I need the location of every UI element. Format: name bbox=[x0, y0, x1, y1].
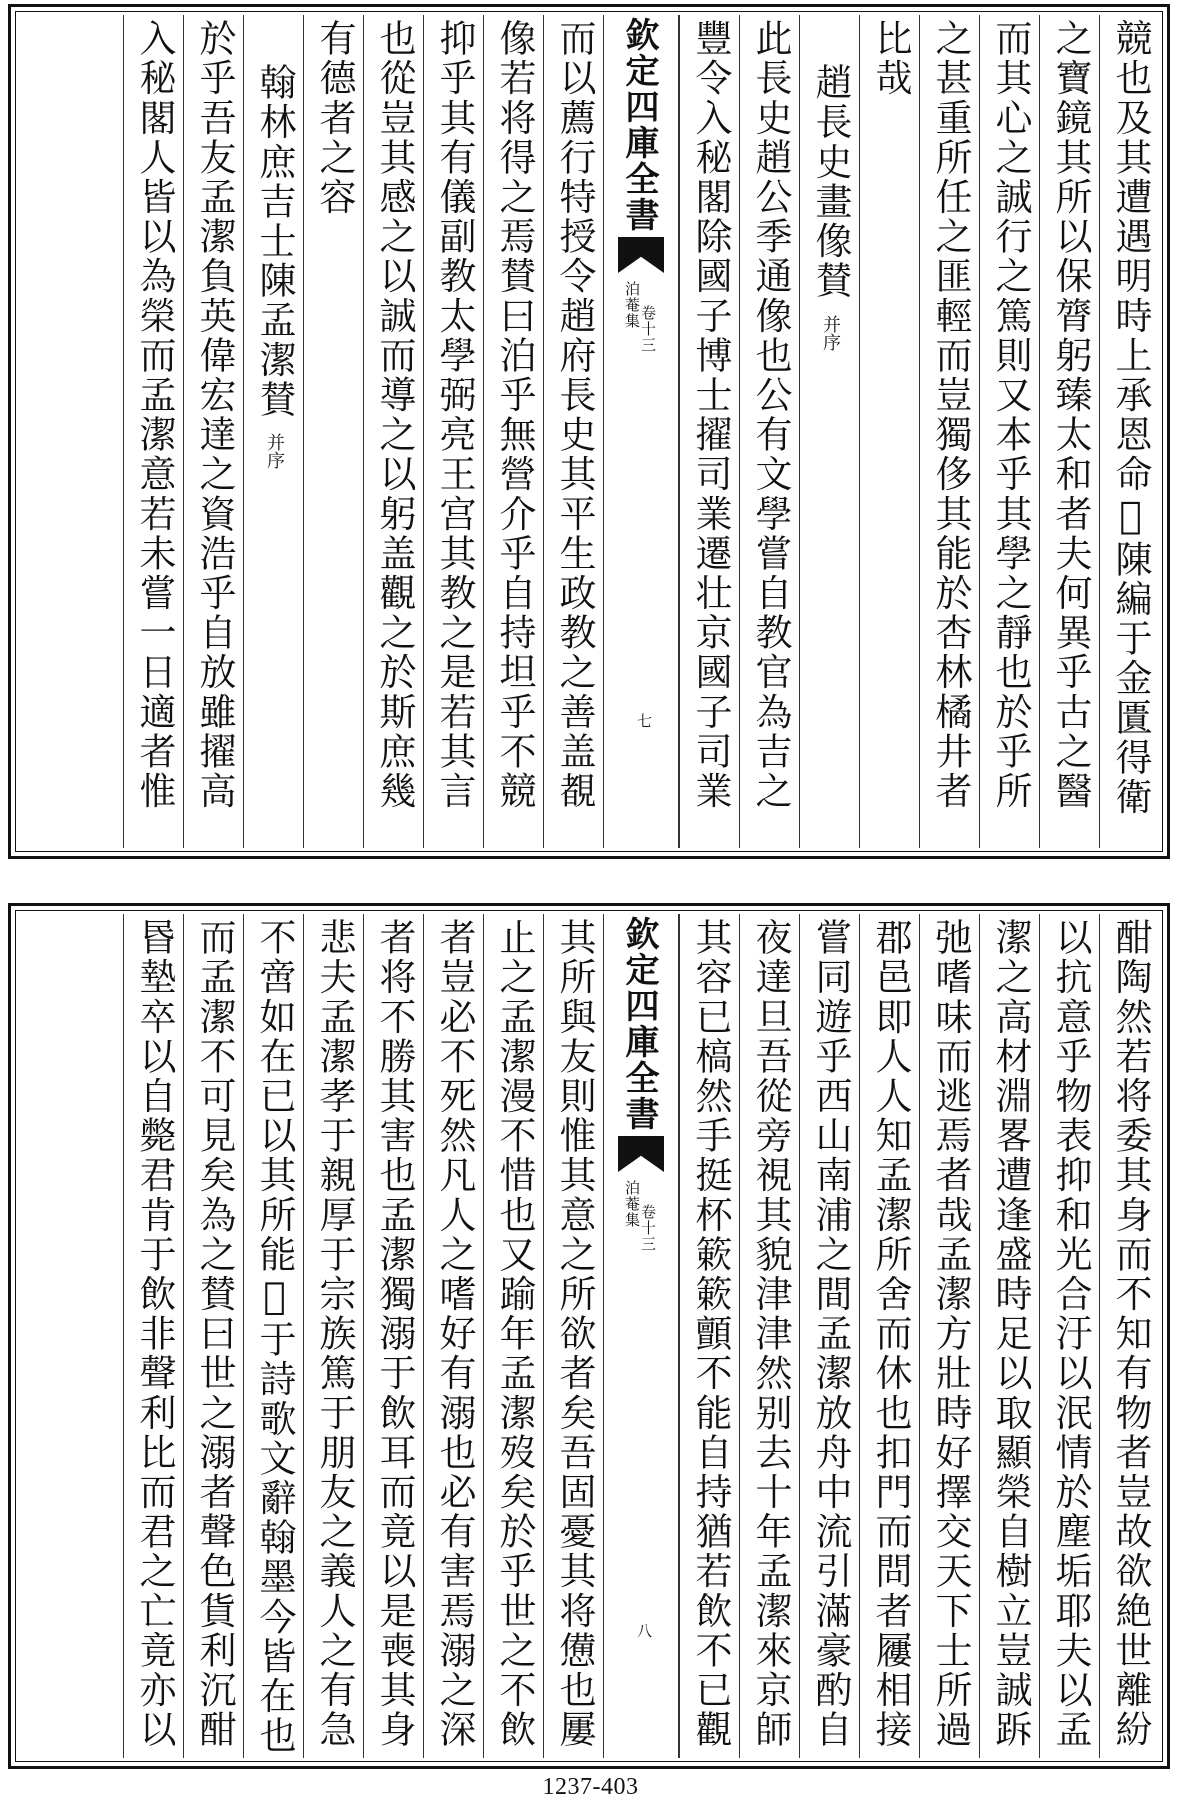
text-column bbox=[739, 15, 799, 848]
fish-tail-mark-icon bbox=[618, 1136, 664, 1172]
text-column bbox=[543, 15, 603, 848]
column-text: 郡邑即人人知孟潔所舍而休也扣門而問者屨相接 bbox=[869, 918, 912, 1750]
column-text: 此長史趙公季通像也公有文學嘗自教官為吉之 bbox=[749, 19, 792, 811]
text-column bbox=[483, 15, 543, 848]
column-text: 競也及其遭遇明時上承恩命𤼵陳編于金匱得衛 bbox=[1109, 19, 1152, 817]
column-text: 夜達旦吾從旁視其貌津津然别去十年孟潔來京師 bbox=[749, 918, 792, 1750]
column-text: 而其心之誠行之篤則又本乎其學之靜也於乎所 bbox=[989, 19, 1032, 811]
column-text: 其所與友則惟其意之所欲者矣吾固憂其将憊也屢 bbox=[553, 918, 596, 1750]
text-column bbox=[979, 15, 1039, 848]
column-text: 酣陶然若将委其身而不知有物者豈故欲絶世離紛 bbox=[1109, 918, 1152, 1750]
page-code: 1237-403 bbox=[542, 1774, 639, 1800]
text-column bbox=[183, 15, 243, 848]
text-column bbox=[919, 914, 979, 1758]
book-title: 泊菴集 bbox=[623, 281, 641, 329]
column-text: 趙長史畫像賛 bbox=[809, 63, 852, 301]
column-text: 悲夫孟潔孝于親厚于宗族篤于朋友之義人之有急 bbox=[313, 918, 356, 1750]
collection-title: 欽定四庫全書 bbox=[619, 916, 659, 1132]
bottom-page-columns bbox=[19, 914, 1159, 1758]
text-column bbox=[1099, 914, 1159, 1758]
text-column bbox=[243, 15, 303, 848]
column-text: 潔之高材淵畧遭逢盛時足以取顯榮自樹立豈誠跅 bbox=[989, 918, 1032, 1750]
text-column bbox=[859, 15, 919, 848]
column-text: 以抗意乎物表抑和光合汙以泯情於塵垢耶夫以孟 bbox=[1049, 918, 1092, 1750]
column-text: 有德者之容 bbox=[313, 19, 356, 217]
column-text: 像若将得之焉賛曰泊乎無營介乎自持坦乎不競 bbox=[493, 19, 536, 811]
column-text: 豐令入秘閣除國子博士擢司業遷壮京國子司業 bbox=[689, 19, 732, 811]
volume-label: 卷十三 bbox=[639, 305, 657, 353]
text-column bbox=[543, 914, 603, 1758]
text-column bbox=[919, 15, 979, 848]
text-column bbox=[123, 15, 183, 848]
text-column bbox=[363, 914, 423, 1758]
column-text: 者豈必不死然凡人之嗜好有溺也必有害焉溺之深 bbox=[433, 918, 476, 1750]
bottom-page bbox=[8, 903, 1170, 1769]
book-title: 泊菴集 bbox=[623, 1180, 641, 1228]
subtitle-note: 并序 bbox=[264, 433, 285, 470]
center-gutter bbox=[603, 914, 679, 1758]
text-column bbox=[799, 15, 859, 848]
folio-number: 七 bbox=[635, 713, 653, 728]
text-column bbox=[363, 15, 423, 848]
column-text: 其容已槁然手挺杯簌簌顫不能自持猶若飲不已觀 bbox=[689, 918, 732, 1750]
collection-title: 欽定四庫全書 bbox=[619, 17, 659, 233]
fish-tail-mark-icon bbox=[618, 237, 664, 273]
column-text: 者将不勝其害也孟潔獨溺于飲耳而竟以是喪其身 bbox=[373, 918, 416, 1750]
text-column bbox=[183, 914, 243, 1758]
column-text: 之甚重所任之匪輕而豈獨侈其能於杏林橘井者 bbox=[929, 19, 972, 811]
column-text: 而以薦行特授令趙府長史其平生政教之善盖覩 bbox=[553, 19, 596, 811]
column-text: 嘗同遊乎西山南浦之間孟潔放舟中流引滿豪酌自 bbox=[809, 918, 852, 1750]
column-text: 抑乎其有儀副教太學弼亮王宫其教之是若其言 bbox=[433, 19, 476, 811]
text-column bbox=[979, 914, 1039, 1758]
text-column bbox=[423, 15, 483, 848]
text-column bbox=[1099, 15, 1159, 848]
column-text: 而孟潔不可見矣為之賛曰世之溺者聲色貨利沉酣 bbox=[193, 918, 236, 1750]
text-column bbox=[423, 914, 483, 1758]
text-column bbox=[303, 15, 363, 848]
text-column bbox=[679, 914, 739, 1758]
column-text: 弛嗜味而逃焉者哉孟潔方壯時好擇交天下士所過 bbox=[929, 918, 972, 1750]
column-text: 昬墊卒以自斃君肯于飲非聲利比而君之亡竟亦以 bbox=[133, 918, 176, 1750]
text-column bbox=[123, 914, 183, 1758]
folio-number: 八 bbox=[635, 1623, 653, 1638]
text-column bbox=[739, 914, 799, 1758]
column-text: 不啻如在已以其所能𤼵于詩歌文辭翰墨今皆在也 bbox=[253, 918, 296, 1756]
column-text: 入秘閣人皆以為榮而孟潔意若未嘗一日適者惟 bbox=[133, 19, 176, 811]
column-text: 之寶鏡其所以保膂躬臻太和者夫何異乎古之醫 bbox=[1049, 19, 1092, 811]
text-column bbox=[303, 914, 363, 1758]
text-column bbox=[859, 914, 919, 1758]
subtitle-note: 并序 bbox=[820, 314, 841, 351]
text-column bbox=[483, 914, 543, 1758]
text-column bbox=[799, 914, 859, 1758]
text-column bbox=[1039, 914, 1099, 1758]
top-page bbox=[8, 4, 1170, 859]
column-text: 於乎吾友孟潔負英偉宏達之資浩乎自放雖擢高 bbox=[193, 19, 236, 811]
volume-label: 卷十三 bbox=[639, 1204, 657, 1252]
column-text: 翰林庶吉士陳孟潔賛 bbox=[253, 63, 296, 420]
column-text: 比哉 bbox=[869, 19, 912, 99]
text-column bbox=[679, 15, 739, 848]
column-text: 也從豈其感之以誠而導之以躬盖觀之於斯庶幾 bbox=[373, 19, 416, 811]
column-text: 止之孟潔漫不惜也又踰年孟潔歿矣於乎世之不飲 bbox=[493, 918, 536, 1750]
text-column bbox=[1039, 15, 1099, 848]
text-column bbox=[243, 914, 303, 1758]
center-gutter bbox=[603, 15, 679, 848]
top-page-columns bbox=[19, 15, 1159, 848]
